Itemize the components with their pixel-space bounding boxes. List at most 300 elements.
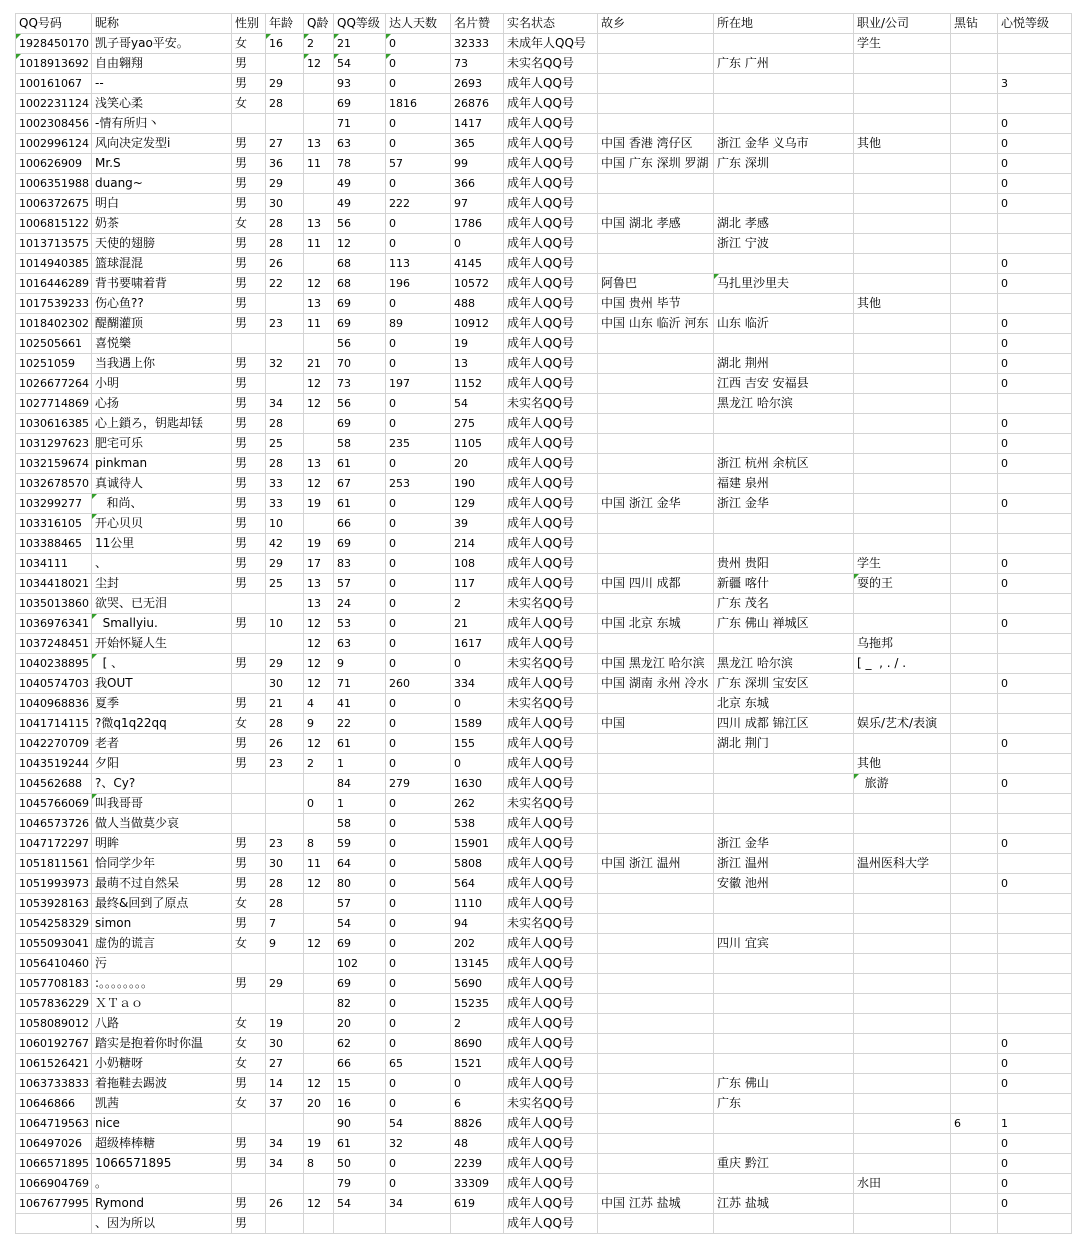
cell-heizuan[interactable] (951, 474, 998, 494)
cell-qq[interactable]: 1040574703 (16, 674, 92, 694)
cell-heizuan[interactable] (951, 414, 998, 434)
cell-location[interactable] (714, 974, 854, 994)
cell-status[interactable]: 成年人QQ号 (504, 414, 598, 434)
cell-status[interactable]: 成年人QQ号 (504, 514, 598, 534)
cell-status[interactable]: 成年人QQ号 (504, 934, 598, 954)
cell-nick[interactable]: 醍醐灌顶 (92, 314, 232, 334)
cell-likes[interactable]: 1152 (451, 374, 504, 394)
cell-hometown[interactable]: 中国 广东 深圳 罗湖 (598, 154, 714, 174)
cell-job[interactable] (854, 314, 951, 334)
cell-qage[interactable]: 13 (304, 294, 334, 314)
cell-daren[interactable]: 0 (386, 534, 451, 554)
cell-hometown[interactable] (598, 874, 714, 894)
cell-age[interactable] (266, 1114, 304, 1134)
cell-age[interactable] (266, 334, 304, 354)
cell-daren[interactable]: 32 (386, 1134, 451, 1154)
cell-hometown[interactable] (598, 914, 714, 934)
cell-hometown[interactable] (598, 1154, 714, 1174)
cell-nick[interactable]: 。 (92, 1174, 232, 1194)
cell-nick[interactable]: -- (92, 74, 232, 94)
cell-daren[interactable]: 0 (386, 974, 451, 994)
cell-level[interactable]: 69 (334, 974, 386, 994)
cell-xinyue[interactable] (998, 794, 1072, 814)
cell-nick[interactable]: duang~ (92, 174, 232, 194)
cell-age[interactable]: 27 (266, 134, 304, 154)
cell-hometown[interactable] (598, 954, 714, 974)
cell-job[interactable] (854, 334, 951, 354)
cell-heizuan[interactable]: 6 (951, 1114, 998, 1134)
cell-qage[interactable]: 13 (304, 134, 334, 154)
cell-xinyue[interactable]: 0 (998, 194, 1072, 214)
cell-qq[interactable]: 1014940385 (16, 254, 92, 274)
cell-job[interactable] (854, 534, 951, 554)
cell-gender[interactable]: 女 (232, 894, 266, 914)
cell-level[interactable]: 78 (334, 154, 386, 174)
cell-status[interactable]: 成年人QQ号 (504, 854, 598, 874)
cell-gender[interactable]: 男 (232, 174, 266, 194)
column-header-qage[interactable]: Q龄 (304, 14, 334, 34)
cell-job[interactable] (854, 674, 951, 694)
cell-level[interactable]: 61 (334, 454, 386, 474)
cell-level[interactable] (334, 1214, 386, 1234)
cell-xinyue[interactable] (998, 474, 1072, 494)
cell-daren[interactable]: 197 (386, 374, 451, 394)
cell-likes[interactable]: 5690 (451, 974, 504, 994)
cell-job[interactable] (854, 354, 951, 374)
cell-job[interactable] (854, 274, 951, 294)
cell-daren[interactable]: 0 (386, 1174, 451, 1194)
cell-xinyue[interactable]: 0 (998, 1054, 1072, 1074)
cell-hometown[interactable] (598, 114, 714, 134)
cell-nick[interactable]: 心扬 (92, 394, 232, 414)
cell-xinyue[interactable] (998, 294, 1072, 314)
cell-xinyue[interactable]: 1 (998, 1114, 1072, 1134)
cell-heizuan[interactable] (951, 1174, 998, 1194)
cell-likes[interactable]: 190 (451, 474, 504, 494)
cell-level[interactable]: 73 (334, 374, 386, 394)
cell-hometown[interactable] (598, 234, 714, 254)
cell-location[interactable]: 江西 吉安 安福县 (714, 374, 854, 394)
cell-level[interactable]: 68 (334, 254, 386, 274)
cell-location[interactable] (714, 114, 854, 134)
cell-daren[interactable]: 279 (386, 774, 451, 794)
cell-hometown[interactable]: 中国 浙江 温州 (598, 854, 714, 874)
cell-hometown[interactable] (598, 1054, 714, 1074)
cell-likes[interactable]: 13 (451, 354, 504, 374)
cell-qq[interactable]: 1061526421 (16, 1054, 92, 1074)
cell-xinyue[interactable]: 0 (998, 834, 1072, 854)
cell-likes[interactable]: 39 (451, 514, 504, 534)
cell-likes[interactable]: 73 (451, 54, 504, 74)
cell-gender[interactable]: 男 (232, 414, 266, 434)
cell-job[interactable] (854, 174, 951, 194)
cell-gender[interactable]: 男 (232, 834, 266, 854)
cell-location[interactable] (714, 94, 854, 114)
cell-heizuan[interactable] (951, 454, 998, 474)
cell-age[interactable]: 37 (266, 1094, 304, 1114)
cell-qq[interactable]: 104562688 (16, 774, 92, 794)
cell-qq[interactable]: 1032678570 (16, 474, 92, 494)
cell-qage[interactable] (304, 434, 334, 454)
cell-status[interactable]: 成年人QQ号 (504, 114, 598, 134)
cell-level[interactable]: 41 (334, 694, 386, 714)
cell-nick[interactable]: ?微q1q22qq (92, 714, 232, 734)
cell-status[interactable]: 成年人QQ号 (504, 1154, 598, 1174)
cell-qq[interactable]: 1041714115 (16, 714, 92, 734)
cell-status[interactable]: 成年人QQ号 (504, 294, 598, 314)
cell-heizuan[interactable] (951, 974, 998, 994)
cell-qq[interactable]: 1066571895 (16, 1154, 92, 1174)
cell-location[interactable] (714, 994, 854, 1014)
cell-heizuan[interactable] (951, 154, 998, 174)
cell-qq[interactable]: 1066904769 (16, 1174, 92, 1194)
cell-xinyue[interactable]: 0 (998, 1194, 1072, 1214)
cell-qq[interactable]: 1045766069 (16, 794, 92, 814)
cell-heizuan[interactable] (951, 714, 998, 734)
cell-qq[interactable]: 1037248451 (16, 634, 92, 654)
cell-nick[interactable]: 我OUT (92, 674, 232, 694)
cell-job[interactable] (854, 1094, 951, 1114)
cell-age[interactable]: 33 (266, 494, 304, 514)
cell-gender[interactable] (232, 814, 266, 834)
cell-level[interactable]: 56 (334, 394, 386, 414)
cell-job[interactable] (854, 374, 951, 394)
cell-age[interactable] (266, 814, 304, 834)
cell-daren[interactable]: 253 (386, 474, 451, 494)
cell-nick[interactable]: 开始怀疑人生 (92, 634, 232, 654)
cell-job[interactable] (854, 974, 951, 994)
cell-daren[interactable]: 57 (386, 154, 451, 174)
cell-daren[interactable]: 0 (386, 654, 451, 674)
cell-likes[interactable]: 6 (451, 1094, 504, 1114)
cell-hometown[interactable] (598, 934, 714, 954)
cell-daren[interactable]: 0 (386, 894, 451, 914)
cell-qq[interactable]: 1046573726 (16, 814, 92, 834)
cell-qq[interactable]: 1067677995 (16, 1194, 92, 1214)
cell-location[interactable]: 湖北 荆州 (714, 354, 854, 374)
cell-status[interactable]: 成年人QQ号 (504, 134, 598, 154)
cell-job[interactable] (854, 194, 951, 214)
cell-likes[interactable]: 8690 (451, 1034, 504, 1054)
cell-age[interactable]: 14 (266, 1074, 304, 1094)
cell-daren[interactable] (386, 1214, 451, 1234)
cell-hometown[interactable]: 中国 山东 临沂 河东 (598, 314, 714, 334)
cell-status[interactable]: 成年人QQ号 (504, 434, 598, 454)
cell-level[interactable]: 61 (334, 734, 386, 754)
cell-likes[interactable]: 117 (451, 574, 504, 594)
cell-level[interactable]: 1 (334, 754, 386, 774)
cell-gender[interactable]: 男 (232, 434, 266, 454)
cell-age[interactable]: 29 (266, 654, 304, 674)
cell-job[interactable] (854, 874, 951, 894)
cell-age[interactable]: 28 (266, 454, 304, 474)
cell-nick[interactable]: 夕阳 (92, 754, 232, 774)
cell-age[interactable] (266, 374, 304, 394)
cell-qage[interactable] (304, 954, 334, 974)
cell-daren[interactable]: 0 (386, 134, 451, 154)
column-header-hometown[interactable]: 故乡 (598, 14, 714, 34)
cell-qage[interactable] (304, 1014, 334, 1034)
cell-xinyue[interactable]: 0 (998, 134, 1072, 154)
cell-hometown[interactable] (598, 374, 714, 394)
cell-daren[interactable]: 0 (386, 854, 451, 874)
cell-qq[interactable]: 103388465 (16, 534, 92, 554)
cell-xinyue[interactable] (998, 854, 1072, 874)
cell-level[interactable]: 69 (334, 314, 386, 334)
cell-xinyue[interactable] (998, 234, 1072, 254)
cell-hometown[interactable] (598, 1034, 714, 1054)
cell-status[interactable]: 成年人QQ号 (504, 554, 598, 574)
cell-heizuan[interactable] (951, 374, 998, 394)
cell-level[interactable]: 56 (334, 334, 386, 354)
cell-daren[interactable]: 0 (386, 334, 451, 354)
cell-qq[interactable]: 1058089012 (16, 1014, 92, 1034)
cell-job[interactable] (854, 994, 951, 1014)
column-header-heizuan[interactable]: 黑钻 (951, 14, 998, 34)
cell-xinyue[interactable]: 0 (998, 414, 1072, 434)
cell-gender[interactable]: 男 (232, 54, 266, 74)
cell-xinyue[interactable] (998, 514, 1072, 534)
cell-daren[interactable]: 0 (386, 414, 451, 434)
cell-location[interactable]: 山东 临沂 (714, 314, 854, 334)
cell-daren[interactable]: 0 (386, 354, 451, 374)
cell-qage[interactable]: 12 (304, 654, 334, 674)
cell-level[interactable]: 69 (334, 94, 386, 114)
cell-heizuan[interactable] (951, 1094, 998, 1114)
cell-age[interactable]: 26 (266, 734, 304, 754)
cell-nick[interactable]: 八路 (92, 1014, 232, 1034)
cell-level[interactable]: 61 (334, 494, 386, 514)
cell-qq[interactable]: 1063733833 (16, 1074, 92, 1094)
cell-qage[interactable]: 12 (304, 374, 334, 394)
cell-likes[interactable]: 99 (451, 154, 504, 174)
cell-daren[interactable]: 0 (386, 234, 451, 254)
cell-status[interactable]: 成年人QQ号 (504, 754, 598, 774)
cell-likes[interactable]: 26876 (451, 94, 504, 114)
cell-status[interactable]: 成年人QQ号 (504, 1014, 598, 1034)
cell-level[interactable]: 16 (334, 1094, 386, 1114)
cell-status[interactable]: 未实名QQ号 (504, 594, 598, 614)
cell-xinyue[interactable]: 0 (998, 454, 1072, 474)
cell-job[interactable] (854, 1114, 951, 1134)
cell-xinyue[interactable] (998, 1014, 1072, 1034)
cell-gender[interactable]: 女 (232, 34, 266, 54)
cell-likes[interactable]: 1521 (451, 1054, 504, 1074)
cell-nick[interactable]: 明眸 (92, 834, 232, 854)
cell-hometown[interactable] (598, 1214, 714, 1234)
cell-hometown[interactable] (598, 1114, 714, 1134)
cell-xinyue[interactable] (998, 1214, 1072, 1234)
cell-age[interactable]: 33 (266, 474, 304, 494)
cell-likes[interactable]: 20 (451, 454, 504, 474)
cell-age[interactable]: 26 (266, 254, 304, 274)
cell-gender[interactable]: 女 (232, 1034, 266, 1054)
cell-gender[interactable]: 男 (232, 574, 266, 594)
cell-heizuan[interactable] (951, 174, 998, 194)
cell-status[interactable]: 未实名QQ号 (504, 654, 598, 674)
cell-level[interactable]: 12 (334, 234, 386, 254)
cell-xinyue[interactable] (998, 914, 1072, 934)
cell-daren[interactable]: 0 (386, 214, 451, 234)
cell-qq[interactable]: 1047172297 (16, 834, 92, 854)
cell-likes[interactable] (451, 1214, 504, 1234)
cell-level[interactable]: 71 (334, 674, 386, 694)
cell-heizuan[interactable] (951, 294, 998, 314)
cell-job[interactable] (854, 814, 951, 834)
cell-likes[interactable]: 1589 (451, 714, 504, 734)
cell-xinyue[interactable] (998, 214, 1072, 234)
cell-gender[interactable]: 女 (232, 714, 266, 734)
cell-heizuan[interactable] (951, 354, 998, 374)
cell-level[interactable]: 21 (334, 34, 386, 54)
cell-status[interactable]: 成年人QQ号 (504, 954, 598, 974)
cell-xinyue[interactable] (998, 974, 1072, 994)
cell-level[interactable]: 69 (334, 414, 386, 434)
cell-heizuan[interactable] (951, 1054, 998, 1074)
cell-heizuan[interactable] (951, 774, 998, 794)
cell-qq[interactable]: 1051993973 (16, 874, 92, 894)
cell-status[interactable]: 未成年人QQ号 (504, 34, 598, 54)
cell-level[interactable]: 58 (334, 814, 386, 834)
cell-level[interactable]: 62 (334, 1034, 386, 1054)
cell-nick[interactable]: pinkman (92, 454, 232, 474)
cell-daren[interactable]: 0 (386, 734, 451, 754)
cell-xinyue[interactable] (998, 894, 1072, 914)
cell-job[interactable] (854, 794, 951, 814)
cell-xinyue[interactable]: 0 (998, 434, 1072, 454)
cell-location[interactable]: 广东 深圳 宝安区 (714, 674, 854, 694)
cell-daren[interactable]: 0 (386, 554, 451, 574)
cell-gender[interactable]: 男 (232, 494, 266, 514)
cell-location[interactable]: 浙江 宁波 (714, 234, 854, 254)
cell-age[interactable] (266, 794, 304, 814)
cell-level[interactable]: 54 (334, 1194, 386, 1214)
cell-job[interactable] (854, 474, 951, 494)
cell-daren[interactable]: 0 (386, 634, 451, 654)
cell-location[interactable]: 新疆 喀什 (714, 574, 854, 594)
cell-job[interactable] (854, 214, 951, 234)
cell-qage[interactable]: 11 (304, 234, 334, 254)
cell-job[interactable] (854, 74, 951, 94)
cell-hometown[interactable] (598, 1174, 714, 1194)
cell-daren[interactable]: 0 (386, 54, 451, 74)
cell-job[interactable] (854, 514, 951, 534)
cell-level[interactable]: 54 (334, 54, 386, 74)
cell-status[interactable]: 成年人QQ号 (504, 494, 598, 514)
cell-heizuan[interactable] (951, 34, 998, 54)
cell-status[interactable]: 成年人QQ号 (504, 454, 598, 474)
cell-nick[interactable]: -情有所归丶 (92, 114, 232, 134)
cell-qage[interactable] (304, 254, 334, 274)
cell-hometown[interactable] (598, 174, 714, 194)
cell-level[interactable]: 71 (334, 114, 386, 134)
cell-status[interactable]: 成年人QQ号 (504, 214, 598, 234)
cell-daren[interactable]: 0 (386, 1094, 451, 1114)
cell-status[interactable]: 成年人QQ号 (504, 1214, 598, 1234)
cell-heizuan[interactable] (951, 254, 998, 274)
cell-location[interactable] (714, 1014, 854, 1034)
cell-hometown[interactable] (598, 414, 714, 434)
cell-heizuan[interactable] (951, 614, 998, 634)
cell-hometown[interactable] (598, 734, 714, 754)
cell-qage[interactable]: 12 (304, 1074, 334, 1094)
cell-xinyue[interactable] (998, 934, 1072, 954)
cell-job[interactable]: 其他 (854, 134, 951, 154)
cell-qage[interactable] (304, 114, 334, 134)
cell-qq[interactable]: 1040238895 (16, 654, 92, 674)
cell-location[interactable] (714, 814, 854, 834)
cell-qage[interactable] (304, 194, 334, 214)
cell-age[interactable]: 28 (266, 894, 304, 914)
cell-hometown[interactable] (598, 474, 714, 494)
cell-qq[interactable]: 1051811561 (16, 854, 92, 874)
cell-level[interactable]: 63 (334, 134, 386, 154)
cell-gender[interactable] (232, 794, 266, 814)
cell-qq[interactable]: 1006815122 (16, 214, 92, 234)
cell-xinyue[interactable] (998, 754, 1072, 774)
cell-level[interactable]: 93 (334, 74, 386, 94)
cell-age[interactable]: 23 (266, 834, 304, 854)
cell-level[interactable]: 61 (334, 1134, 386, 1154)
cell-qq[interactable]: 1036976341 (16, 614, 92, 634)
cell-hometown[interactable] (598, 394, 714, 414)
cell-nick[interactable]: 超级棒棒糖 (92, 1134, 232, 1154)
cell-location[interactable]: 浙江 杭州 余杭区 (714, 454, 854, 474)
cell-location[interactable] (714, 514, 854, 534)
cell-status[interactable]: 成年人QQ号 (504, 534, 598, 554)
cell-daren[interactable]: 0 (386, 614, 451, 634)
cell-qage[interactable]: 12 (304, 614, 334, 634)
cell-xinyue[interactable]: 0 (998, 554, 1072, 574)
cell-xinyue[interactable]: 0 (998, 354, 1072, 374)
cell-gender[interactable]: 男 (232, 274, 266, 294)
cell-xinyue[interactable]: 0 (998, 614, 1072, 634)
cell-level[interactable]: 63 (334, 634, 386, 654)
cell-heizuan[interactable] (951, 894, 998, 914)
cell-qage[interactable]: 12 (304, 734, 334, 754)
cell-heizuan[interactable] (951, 1154, 998, 1174)
cell-hometown[interactable] (598, 1014, 714, 1034)
cell-gender[interactable]: 女 (232, 1014, 266, 1034)
cell-xinyue[interactable]: 3 (998, 74, 1072, 94)
cell-xinyue[interactable] (998, 634, 1072, 654)
cell-heizuan[interactable] (951, 594, 998, 614)
cell-nick[interactable]: 背书要啸着背 (92, 274, 232, 294)
cell-hometown[interactable] (598, 434, 714, 454)
column-header-location[interactable]: 所在地 (714, 14, 854, 34)
cell-qage[interactable]: 4 (304, 694, 334, 714)
cell-status[interactable]: 成年人QQ号 (504, 1174, 598, 1194)
cell-likes[interactable]: 1417 (451, 114, 504, 134)
cell-location[interactable]: 浙江 金华 (714, 494, 854, 514)
cell-qq[interactable]: 1053928163 (16, 894, 92, 914)
cell-gender[interactable]: 男 (232, 694, 266, 714)
cell-level[interactable]: 59 (334, 834, 386, 854)
cell-job[interactable]: 温州医科大学 (854, 854, 951, 874)
cell-status[interactable]: 未实名QQ号 (504, 794, 598, 814)
cell-nick[interactable]: simon (92, 914, 232, 934)
cell-status[interactable]: 未实名QQ号 (504, 394, 598, 414)
cell-heizuan[interactable] (951, 1134, 998, 1154)
cell-likes[interactable]: 10572 (451, 274, 504, 294)
cell-level[interactable]: 67 (334, 474, 386, 494)
cell-qq[interactable]: 1928450170 (16, 34, 92, 54)
cell-qq[interactable]: 1043519244 (16, 754, 92, 774)
cell-job[interactable]: 学生 (854, 554, 951, 574)
cell-hometown[interactable] (598, 254, 714, 274)
cell-daren[interactable]: 0 (386, 874, 451, 894)
cell-daren[interactable]: 0 (386, 114, 451, 134)
